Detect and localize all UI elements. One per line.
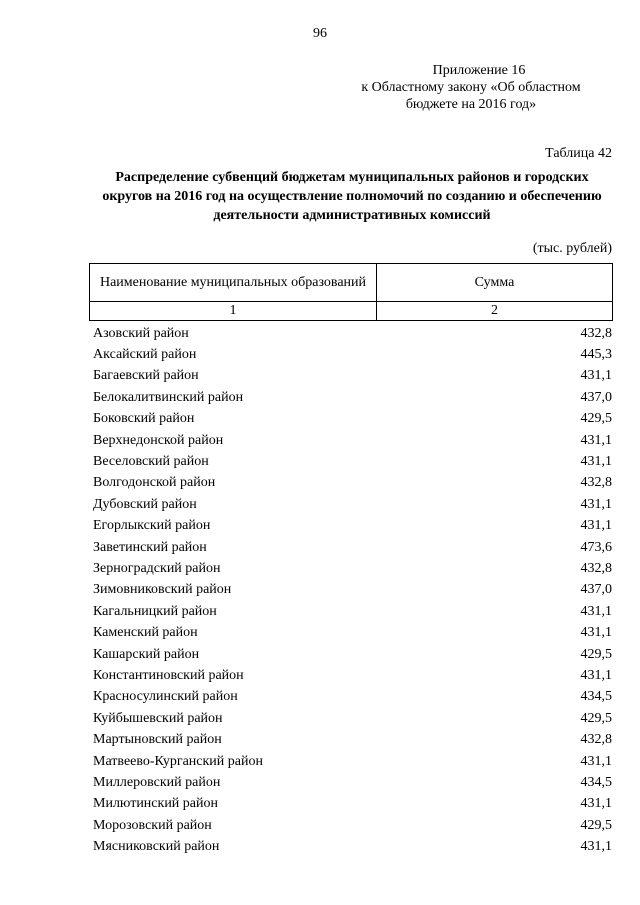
subvention-amount: 431,1 (580, 432, 612, 448)
appendix-line-3: бюджете на 2016 год» (405, 97, 537, 112)
table-row (89, 601, 613, 622)
subvention-amount: 431,1 (580, 368, 612, 384)
municipality-name: Белокалитвинский район (93, 389, 244, 405)
subvention-amount: 431,1 (580, 796, 612, 812)
table-row (89, 409, 613, 430)
header-name: Наименование муниципальных образований (90, 264, 377, 302)
subvention-amount: 437,0 (580, 582, 612, 598)
subvention-amount: 434,5 (580, 774, 612, 790)
municipality-name: Морозовский район (93, 817, 212, 833)
table-row (89, 580, 613, 601)
subvention-amount: 431,1 (580, 667, 612, 683)
subvention-amount: 431,1 (580, 454, 612, 470)
municipality-name: Верхнедонской район (93, 432, 224, 448)
subvention-amount: 431,1 (580, 753, 612, 769)
units-label: (тыс. рублей) (532, 241, 612, 256)
appendix-line-2: к Областному закону «Об областном (361, 80, 581, 95)
municipality-name: Красносулинский район (93, 689, 238, 705)
table-row (89, 494, 613, 515)
subvention-amount: 431,1 (580, 603, 612, 619)
municipality-name: Дубовский район (93, 496, 197, 512)
subvention-amount: 429,5 (580, 817, 612, 833)
table-row (89, 558, 613, 579)
municipality-name: Егорлыкский район (93, 518, 211, 534)
municipality-name: Куйбышевский район (93, 710, 223, 726)
table-row (89, 665, 613, 686)
municipality-name: Милютинский район (93, 796, 219, 812)
table-row (89, 387, 613, 408)
header-sum: Сумма (377, 264, 613, 302)
subvention-amount: 432,8 (580, 325, 612, 341)
municipality-name: Каменский район (93, 625, 198, 641)
table-row (89, 344, 613, 365)
table-row (89, 836, 613, 857)
table-number: Таблица 42 (545, 146, 612, 161)
municipality-name: Мясниковский район (93, 839, 220, 855)
table-row (89, 687, 613, 708)
municipality-name: Заветинский район (93, 539, 207, 555)
subvention-amount: 445,3 (580, 347, 612, 363)
table-row (89, 451, 613, 472)
subvention-amount: 432,8 (580, 475, 612, 491)
subvention-amount: 437,0 (580, 389, 612, 405)
subvention-amount: 434,5 (580, 689, 612, 705)
table-row (89, 622, 613, 643)
municipality-name: Аксайский район (93, 347, 197, 363)
table-row (89, 366, 613, 387)
table-row (89, 794, 613, 815)
municipality-name: Мартыновский район (93, 732, 222, 748)
table-row (89, 473, 613, 494)
municipality-name: Волгодонской район (93, 475, 216, 491)
municipality-name: Азовский район (93, 325, 189, 341)
municipality-name: Матвеево-Курганский район (93, 753, 263, 769)
subvention-amount: 431,1 (580, 839, 612, 855)
table-row (89, 772, 613, 793)
appendix-line-1: Приложение 16 (432, 63, 526, 78)
table-body (89, 323, 613, 858)
table-row (89, 323, 613, 344)
table-row (89, 815, 613, 836)
document-title: Распределение субвенций бюджетам муниципальных районов и городских округов на 2016 год на осуществление полномочий по созданию и обеспечению деятельности административных комиссий (102, 170, 602, 223)
subvention-amount: 473,6 (580, 539, 612, 555)
subvention-amount: 431,1 (580, 518, 612, 534)
subvention-amount: 429,5 (580, 411, 612, 427)
page-number: 96 (313, 26, 327, 41)
subvention-amount: 429,5 (580, 710, 612, 726)
municipality-name: Багаевский район (93, 368, 199, 384)
table-row (89, 516, 613, 537)
subvention-amount: 432,8 (580, 732, 612, 748)
subvention-amount: 432,8 (580, 560, 612, 576)
municipality-name: Кашарский район (93, 646, 200, 662)
table-row (89, 729, 613, 750)
subvention-amount: 431,1 (580, 625, 612, 641)
table-row (89, 751, 613, 772)
municipality-name: Кагальницкий район (93, 603, 217, 619)
municipality-name: Константиновский район (93, 667, 244, 683)
table-row (89, 537, 613, 558)
table-row (89, 708, 613, 729)
municipality-name: Боковский район (93, 411, 195, 427)
municipality-name: Веселовский район (93, 454, 209, 470)
municipality-name: Зимовниковский район (93, 582, 232, 598)
municipality-name: Зерноградский район (93, 560, 221, 576)
table-row (89, 644, 613, 665)
municipality-name: Миллеровский район (93, 774, 221, 790)
appendix-block (330, 62, 612, 113)
subvention-amount: 431,1 (580, 496, 612, 512)
subvention-amount: 429,5 (580, 646, 612, 662)
table-row (89, 430, 613, 451)
column-number-1: 1 (90, 302, 377, 321)
column-number-2: 2 (377, 302, 613, 321)
table-header (89, 263, 613, 321)
